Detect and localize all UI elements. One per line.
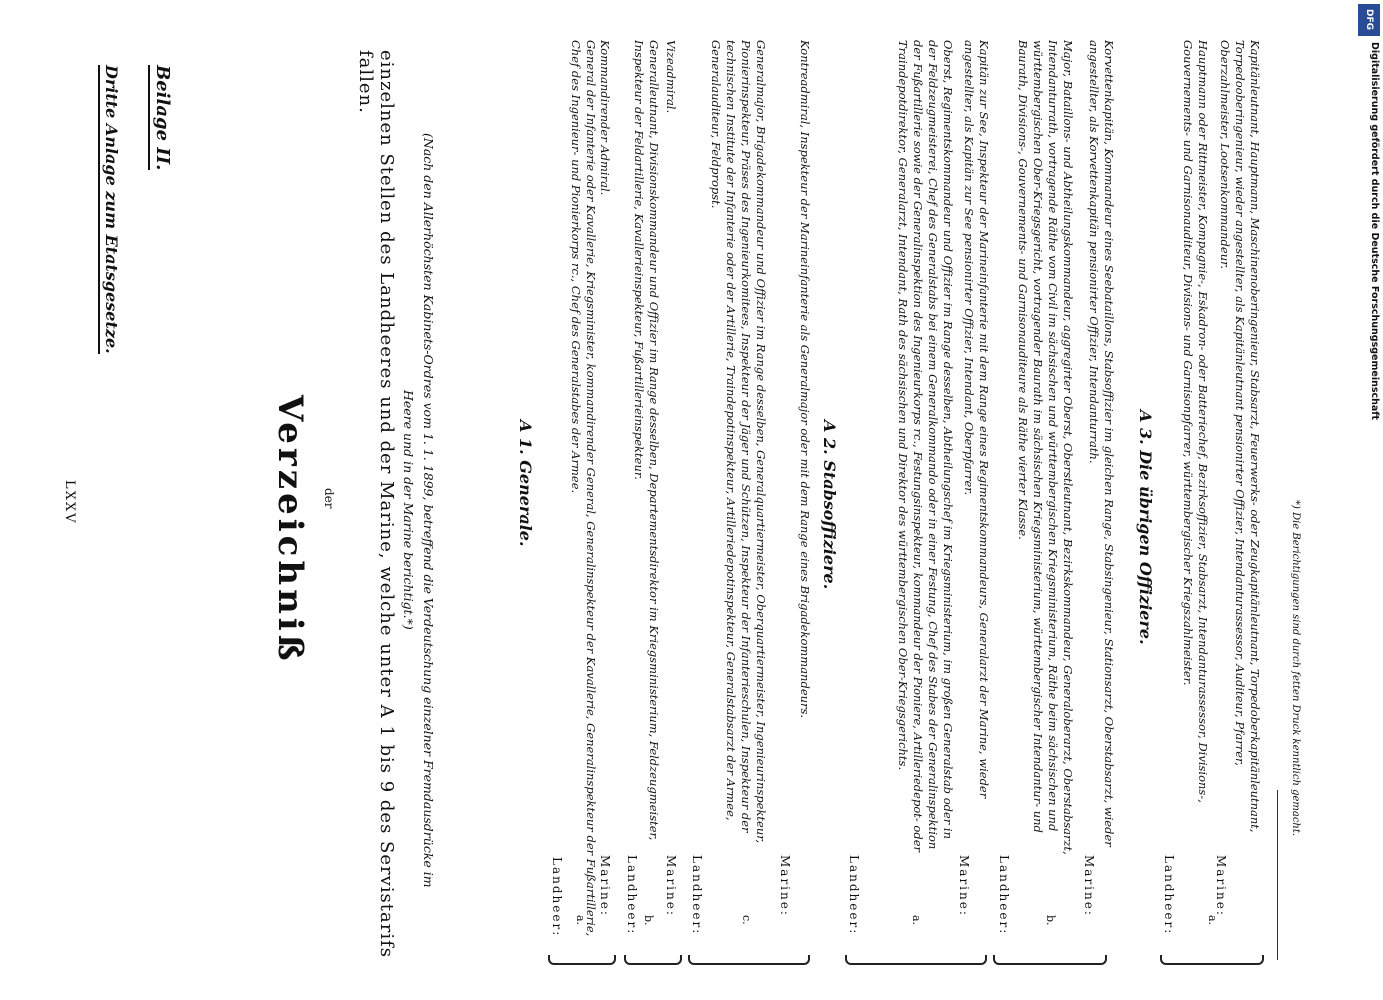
header-right: Beilage II.	[148, 65, 173, 170]
document-intro: (Nach den Allerhöchsten Kabinets-Ordres vom 1. 1. 1899, betreffend die Verdeutschung einzelner Fremdausdrücke im Heere und in der Marine berichtigt.*)	[401, 132, 436, 888]
dfg-sidebar	[1356, 0, 1383, 1000]
a1-landheer-b	[625, 40, 661, 860]
label-a2-landheer-a: Landheer:	[847, 855, 861, 936]
a1-landheer-a	[548, 40, 598, 940]
a1-marine-a	[598, 40, 612, 860]
section-heading-a2: A 2. Stabsoffiziere.	[820, 420, 839, 590]
label-a2-marine-b: Marine:	[1082, 855, 1096, 917]
a2-landheer-a	[845, 40, 955, 860]
header-left: Dritte Anlage zum Etatsgesetze.	[98, 65, 121, 354]
a3-marine-a	[1212, 40, 1262, 860]
entry-text: Kommandirender Admiral.	[598, 40, 612, 196]
document-title: Verzeichniß	[270, 395, 310, 665]
footnote: *) Die Berichtigungen sind durch fetten Druck kenntlich gemacht.	[1290, 500, 1301, 837]
group-letter: a.	[1206, 915, 1219, 926]
entry-text: Kapitänleutnant, Hauptmann, Maschinenoberingenieur, Stabsarzt, Feuerwerks- oder Zeugkapitänleutnant, Torpedoberkapitänleutnant, Torpedooberingenieur, wieder angestellter, als Kapitänleutnant pensionirter Offizier, Intendanturassessor, Auditeur, Pfarrer, Oberzahlmeister, Lootsenkommandeur.	[1218, 40, 1262, 833]
label-a3-landheer-a: Landheer:	[1162, 855, 1176, 936]
group-bracket	[993, 955, 1107, 965]
label-a1-marine-c: Marine:	[778, 855, 792, 917]
group-letter: a.	[910, 915, 923, 926]
dfg-credit: Digitalisierung gefördert durch die Deutsche Forschungsgemeinschaft	[1369, 42, 1380, 420]
a1-marine-c	[776, 40, 812, 860]
entry-text: Oberst, Regimentskommandeur und Offizier im Range desselben, Abtheilungschef im Kriegsministerium, im großen Generalstab oder in der Feldzeugmeisterei, Chef des Generalstabs bei einem Generalkommando oder in einer Festung, Chef des Stabes der Generalinspektion der Fußartillerie sowie der Generalinspektion des Ingenieurkorps rc., Festungsinspekteur, kommandeur der Pioniere, Artilleriedepot- oder Traindepotdirektor, Generalarzt, Intendant, Rath des sächsischen und Direktor des württembergischen Ober-Kriegsgerichts.	[896, 40, 955, 853]
entry-text: Korvettenkapitän, Kommandeur eines Seebataillons, Stabsoffizier im gleichen Range, Stabsingenieur, Stationsarzt, Oberstabsarzt, wieder angestellter, als Korvettenkapitän pensionirter Offizier, Intendanturrath.	[1087, 40, 1116, 847]
group-bracket	[845, 955, 987, 965]
group-bracket	[688, 955, 810, 965]
footnote-rule	[1277, 790, 1278, 960]
title-der: der	[322, 488, 336, 509]
a2-landheer-b	[995, 40, 1075, 860]
page-number: LXXV	[62, 480, 77, 525]
entry-text: Major, Bataillons- und Abtheilungskommandeur, aggregirter Oberst, Oberstleutnant, Bezirkskommandeur, Generaloberarzt, Oberstabsarzt, Intendanturrath, vortragende Räthe vom Civil im sächsischen und württembergischen Kriegsministerium, Räthe beim sächsischen und württembergischen Ober-Kriegsgericht, vortragender Baurath im sächsischen Kriegsministerium, württembergischer Intendantur- und Baurath, Divisions-, Gouvernements- und Garnisonauditeure als Räthe vierter Klasse.	[1016, 40, 1075, 855]
label-a1-marine-b: Marine:	[664, 855, 678, 917]
entry-text: Hauptmann oder Rittmeister, Kompagnie-, Eskadron- oder Batteriechef, Bezirksoffizier, Stabsarzt, Intendanturassessor, Divisions-, Gouvernements- und Garnisonauditeur, Divisions- und Garnisonpfarrer, württembergischer Kriegszahlmeister.	[1181, 40, 1210, 803]
entry-text: Generalmajor, Brigadekommandeur und Offizier im Range desselben, Generalquartiermeister, Oberquartiermeister, Ingenieurinspekteur, Pionierinspekteur, Präses des Ingenieurkomitees, Inspekteur der Jäger und Schützen, Inspekteur der Infanterieschulen, Inspekteur der technischen Institute der Infanterie oder der Artillerie, Traindepotinspekteur, Artilleriedepotinspekteur, Generalstabsarzt der Armee, Generalauditeur, Feldpropst.	[709, 40, 768, 844]
group-letter: c.	[740, 915, 753, 925]
section-heading-a3: A 3. Die übrigen Offiziere.	[1136, 410, 1155, 645]
document-subtitle: einzelnen Stellen des Landheeres und der Marine, welche unter A 1 bis 9 des Servistarifs fallen.	[355, 50, 397, 959]
a3-landheer-a	[1160, 40, 1210, 860]
label-a3-marine-a: Marine:	[1214, 855, 1228, 917]
dfg-logo: DFG	[1358, 4, 1380, 36]
group-letter: b.	[1044, 915, 1057, 926]
entry-text: General der Infanterie oder Kavallerie, Kriegsminister, kommandirender General, Generalinspekteur der Kavallerie, Generalinspekteur der Fußartillerie, Chef des Ingenieur- und Pionierkorps rc., Chef des Generalstabes der Armee.	[569, 40, 598, 937]
entry-text: Generalleutnant, Divisionskommandeur und Offizier im Range desselben, Departementsdirektor im Kriegsministerium, Feldzeugmeister, Inspekteur der Feldartillerie, Kavallerieinspekteur, Fußartillerieinspekteur.	[632, 40, 661, 841]
a2-marine-a	[955, 40, 991, 860]
group-bracket	[548, 955, 616, 965]
label-a1-landheer-a: Landheer:	[550, 857, 564, 938]
a2-marine-b	[1080, 40, 1116, 860]
group-letter: b.	[642, 915, 655, 926]
label-a1-marine-a: Marine:	[598, 855, 612, 917]
group-bracket	[1160, 955, 1264, 965]
label-a2-marine-a: Marine:	[957, 855, 971, 917]
label-a2-landheer-b: Landheer:	[997, 855, 1011, 936]
group-bracket	[624, 955, 682, 965]
group-letter: a.	[574, 915, 587, 926]
a1-landheer-c	[688, 40, 768, 860]
entry-text: Vizeadmiral.	[664, 40, 678, 114]
label-a1-landheer-b: Landheer:	[625, 855, 639, 936]
section-heading-a1: A 1. Generale.	[516, 420, 535, 547]
entry-text: Kapitän zur See, Inspekteur der Marineinfanterie mit dem Range eines Regimentskommandeurs, Generalarzt der Marine, wieder angestellter, als Kapitän zur See pensionirter Offizier, Intendant, Oberpfarrer.	[962, 40, 991, 799]
a1-marine-b	[664, 40, 678, 860]
entry-text: Kontreadmiral, Inspekteur der Marineinfanterie als Generalmajor oder mit dem Range eines Brigadekommandeurs.	[798, 40, 812, 719]
label-a1-landheer-c: Landheer:	[690, 855, 704, 936]
